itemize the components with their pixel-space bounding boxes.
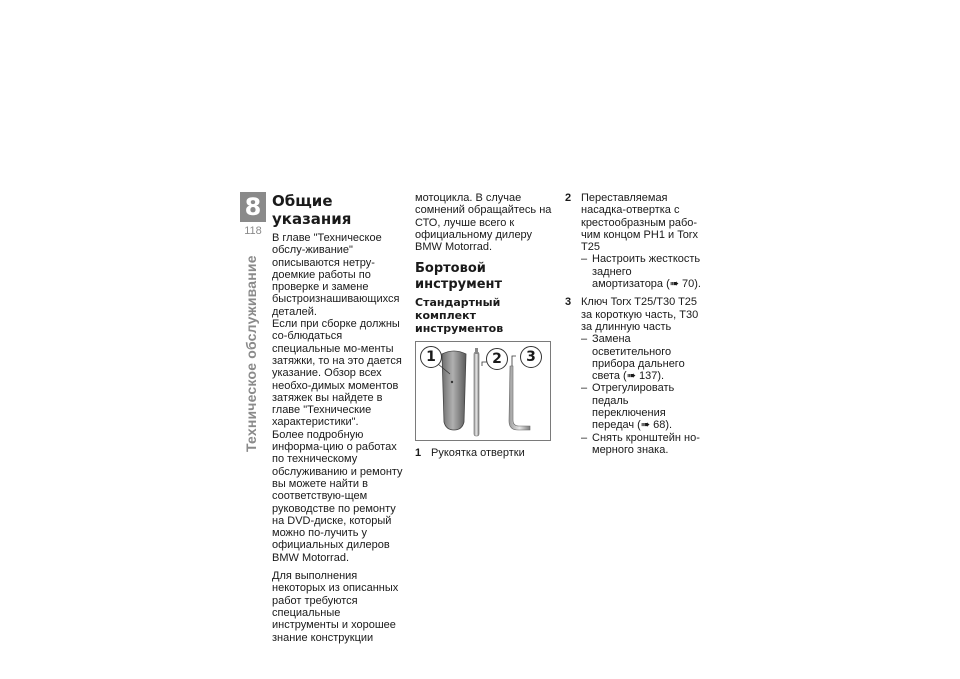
paragraph: В главе "Техническое обслу-живание" описываются нетру-доемкие работы по проверке и замене быстроизнашивающихся деталей. [272, 232, 400, 318]
list-item-text: Ключ Torx T25/T30 T25 за короткую часть, T30 за длинную часть [581, 296, 699, 333]
paragraph: Для выполнения некоторых из описанных работ требуются специальные инструменты и хорошее знание конструкции [272, 570, 399, 644]
callout-3: 3 [520, 346, 542, 368]
list-item-number: 1 [415, 447, 422, 460]
column-1 [272, 192, 408, 644]
chapter-side-title: Техническое обслуживание [243, 255, 259, 452]
sub-item-text: Настроить жесткость заднего амортизатора (➠ 70). [592, 253, 701, 291]
section-title-toolkit: Бортовой инструмент [415, 261, 503, 293]
column-3 [565, 192, 701, 456]
sub-item [581, 253, 701, 290]
sub-item [581, 333, 701, 382]
dash-marker: – [581, 431, 588, 444]
list-item [565, 296, 701, 456]
chapter-number-badge: 8 [240, 192, 266, 222]
page-number: 118 [240, 224, 266, 238]
list-item [415, 447, 553, 459]
dash-marker: – [581, 333, 588, 346]
list-item-number: 2 [565, 192, 572, 204]
list-item-text: Рукоятка отвертки [431, 447, 525, 460]
paragraph: Более подробную информа-цию о работах по техническому обслуживанию и ремонту вы можете найти в соответствую-щем руководстве по ремонту на DVD-диске, который можно по-лучить у официальных дилеров BMW Motorrad. [272, 428, 403, 564]
sub-item [581, 432, 701, 457]
sub-item-text: Замена осветительного прибора дальнего света (➠ 137). [592, 333, 685, 383]
list-item [565, 192, 701, 290]
toolkit-figure [415, 341, 551, 441]
section-title-general: Общие указания [272, 192, 352, 228]
list-item-number: 3 [565, 296, 572, 309]
sub-item-text: Отрегулировать педаль переключения передач (➠ 68). [592, 382, 675, 432]
dash-marker: – [581, 253, 588, 266]
list-item-text: Переставляемая насадка-отвертка с крестообразным рабо-чим концом PH1 и Torx T25 [581, 192, 698, 254]
sub-item [581, 382, 701, 431]
sub-item-text: Снять кронштейн но-мерного знака. [592, 431, 700, 456]
subsection-title-standard-kit: Стандартный комплект инструментов [415, 296, 504, 336]
callout-2: 2 [486, 348, 508, 370]
dash-marker: – [581, 382, 588, 395]
paragraph: Если при сборке должны со-блюдаться специальные мо-менты затяжки, то на это дается указание. Обзор всех необхо-димых моментов затяжек вы найдете в главе "Технические характеристики". [272, 318, 402, 429]
column-2 [415, 192, 553, 460]
callout-1: 1 [420, 346, 442, 368]
paragraph: мотоцикла. В случае сомнений обращайтесь на СТО, лучше всего к официальному дилеру BMW Motorrad. [415, 192, 552, 254]
